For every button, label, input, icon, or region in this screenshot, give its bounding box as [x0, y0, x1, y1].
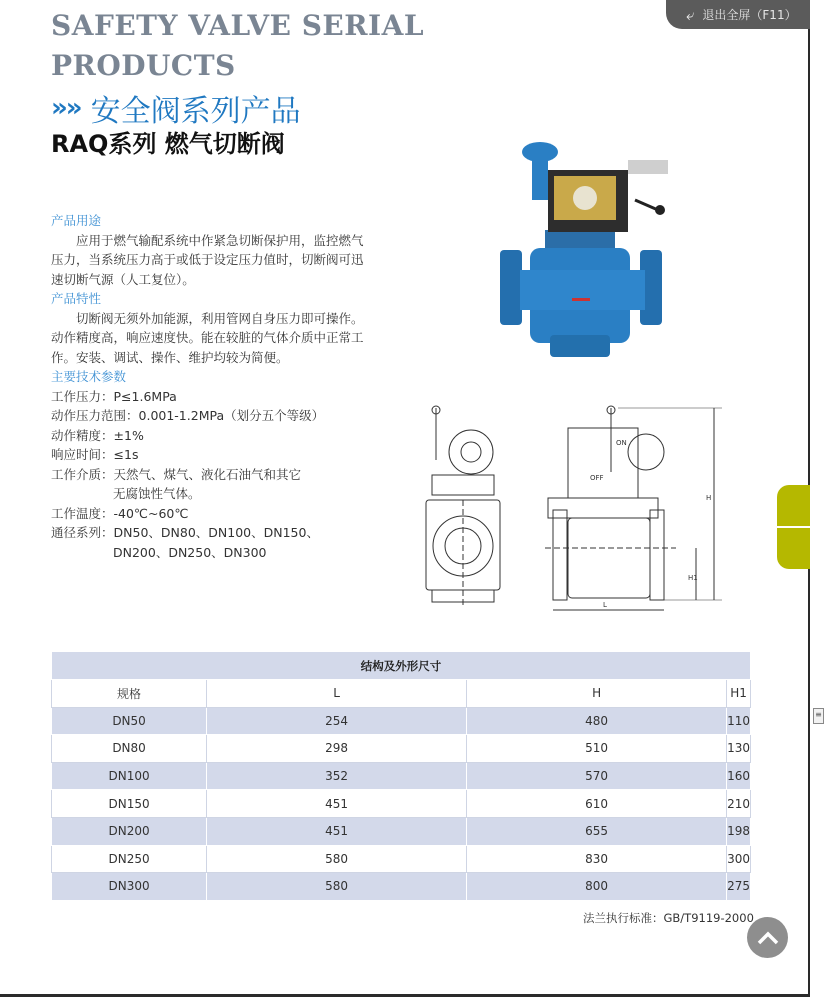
table-header-cell: H — [467, 680, 727, 708]
table-header-cell: L — [207, 680, 467, 708]
english-title-line1: SAFETY VALVE SERIAL — [51, 9, 425, 42]
spec-row: 工作介质： 天然气、煤气、液化石油气和其它 — [51, 466, 302, 482]
table-row: DN200 451 655 198 — [52, 817, 751, 845]
model-title: RAQ系列 燃气切断阀 — [51, 130, 285, 158]
spec-row: 动作压力范围： 0.001-1.2MPa（划分五个等级） — [51, 408, 325, 423]
spec-row: 响应时间： ≤1s — [51, 447, 139, 462]
table-header-cell: H1 — [727, 680, 751, 708]
spec-continuation: DN200、DN250、DN300 — [113, 544, 267, 560]
drawing-label-h: H — [706, 494, 712, 502]
dimensions-table — [51, 651, 751, 901]
features-line: 作。安装、调试、操作、维护均较为简便。 — [51, 349, 289, 365]
spec-continuation: 无腐蚀性气体。 — [113, 486, 201, 501]
usage-line: 应用于燃气输配系统中作紧急切断保护用，监控燃气 — [76, 232, 364, 248]
features-line: 动作精度高，响应速度快。能在较脏的气体介质中正常工 — [51, 330, 364, 345]
table-header-cell: 规格 — [52, 680, 207, 708]
side-tab[interactable] — [777, 485, 810, 569]
specs-heading: 主要技术参数 — [51, 369, 127, 384]
spec-row: 工作压力： P≤1.6MPa — [51, 388, 177, 404]
scroll-to-top-button[interactable] — [747, 917, 788, 958]
features-heading: 产品特性 — [51, 291, 102, 306]
back-arrow-icon: ⤶ — [686, 5, 695, 24]
usage-heading: 产品用途 — [51, 213, 102, 228]
drawing-label-on: ON — [616, 439, 627, 447]
table-caption: 结构及外形尺寸 — [52, 652, 751, 680]
flange-standard-note: 法兰执行标准：GB/T9119-2000 — [583, 911, 754, 925]
chinese-title-text: 安全阀系列产品 — [90, 94, 301, 129]
usage-line: 速切断气源（人工复位）。 — [51, 271, 195, 287]
features-line: 切断阀无须外加能源，利用管网自身压力即可操作。 — [76, 310, 364, 326]
table-row: DN300 580 800 275 — [52, 873, 751, 901]
table-row: DN100 352 570 160 — [52, 762, 751, 790]
dimension-drawing — [418, 400, 728, 622]
drawing-label-off: OFF — [590, 474, 604, 482]
table-row: DN50 254 480 110 — [52, 707, 751, 735]
english-title-line2: PRODUCTS — [51, 49, 236, 82]
spec-row: 工作温度： -40℃~60℃ — [51, 505, 189, 521]
table-caption-row — [52, 652, 751, 680]
drawing-label-l: L — [603, 601, 607, 609]
usage-line: 压力，当系统压力高于或低于设定压力值时，切断阀可迅 — [51, 252, 364, 267]
table-header-row — [52, 680, 751, 708]
table-row: DN150 451 610 210 — [52, 790, 751, 818]
spec-row: 动作精度： ±1% — [51, 427, 144, 443]
drawing-label-h1: H1 — [688, 574, 698, 582]
scrollbar-handle-icon[interactable]: ≡ — [813, 708, 824, 724]
valve-photo — [490, 130, 680, 365]
double-chevron-icon: »» — [51, 93, 81, 123]
chevron-up-icon — [757, 931, 779, 945]
english-title — [51, 6, 424, 86]
spec-row: 通径系列： DN50、DN80、DN100、DN150、 — [51, 525, 319, 540]
description-block — [51, 211, 376, 562]
exit-fullscreen-label: 退出全屏（F11） — [702, 8, 797, 22]
table-row: DN80 298 510 130 — [52, 735, 751, 763]
exit-fullscreen-button[interactable] — [666, 0, 810, 29]
table-row: DN250 580 830 300 — [52, 845, 751, 873]
